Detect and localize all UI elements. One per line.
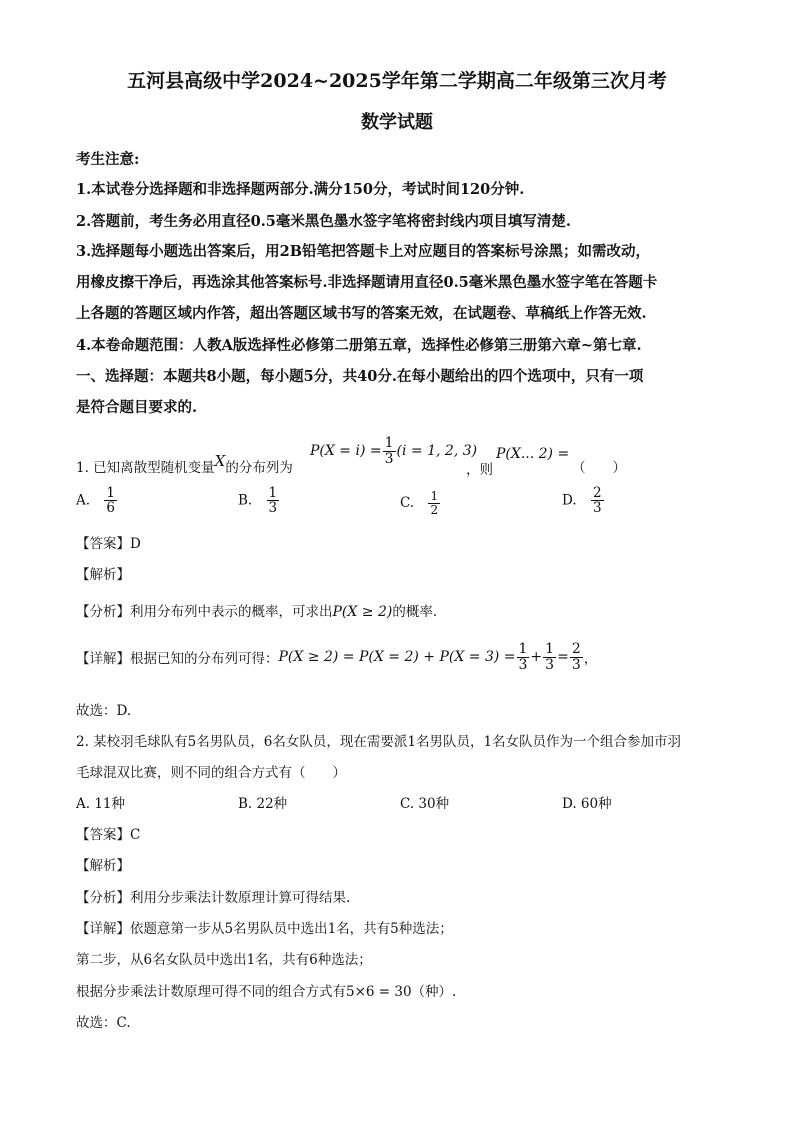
- q2-stem-line1: 2. 某校羽毛球队有5名男队员，6名女队员，现在需要派1名男队员，1名女队员作为一个组合参加市羽: [76, 734, 682, 750]
- q1-option-d: D. $\frac{2}{3}$: [562, 485, 602, 517]
- q1-detail: 【详解】根据已知的分布列可得：P(X ≥ 2) = P(X = 2) + P(X = 3) = $\frac{1}{3}$ + $\frac{1}{3}$ = $\frac{2}{3}$ ，: [76, 641, 598, 673]
- q1-var: X: [214, 452, 226, 470]
- notice-item-3: 3.选择题每小题选出答案后，用2B铅笔把答题卡上对应题目的答案标号涂黑；如需改动，: [76, 243, 650, 260]
- q2-detail-3: 根据分步乘法计数原理可得不同的组合方式有5×6 = 30（种）.: [76, 984, 457, 1000]
- notice-heading: 考生注意:: [76, 151, 140, 168]
- notice-item-2: 2.答题前，考生务必用直径0.5毫米黑色墨水签字笔将密封线内项目填写清楚.: [76, 213, 571, 230]
- notice-item-3-cont: 用橡皮擦干净后，再选涂其他答案标号.非选择题请用直径0.5毫米黑色墨水签字笔在答题卡: [76, 274, 658, 291]
- q2-detail-2: 第二步，从6名女队员中选出1名，共有6种选法；: [76, 952, 372, 968]
- q1-paren: （ ）: [572, 460, 626, 476]
- q2-option-c: C. 30种: [400, 796, 450, 812]
- q1-option-a: A. $\frac{1}{6}$: [76, 485, 115, 517]
- q1-option-c: C. $\frac{1}{2}$: [400, 489, 439, 517]
- q1-formula: P(X = i) = $\frac{1}{3}$ (i = 1, 2, 3): [310, 435, 478, 467]
- q2-option-d: D. 60种: [562, 796, 612, 812]
- q2-analysis-tag: 【解析】: [76, 858, 130, 874]
- notice-item-3-cont2: 上各题的答题区域内作答，超出答题区域书写的答案无效，在试题卷、草稿纸上作答无效.: [76, 305, 647, 322]
- q2-answer: 【答案】C: [76, 827, 141, 843]
- q1-fenxi: 【分析】利用分布列中表示的概率，可求出P(X ≥ 2)的概率.: [76, 604, 438, 620]
- q1-choose: 故选：D.: [76, 703, 132, 719]
- q1-option-b: B. $\frac{1}{3}$: [238, 485, 278, 517]
- section-heading: 一、选择题：本题共8小题，每小题5分，共40分.在每小题给出的四个选项中，只有一项: [76, 368, 644, 385]
- q1-then: ，则: [466, 462, 493, 478]
- q1-analysis-tag: 【解析】: [76, 567, 130, 583]
- q2-option-b: B. 22种: [238, 796, 288, 812]
- q2-detail-1: 【详解】依题意第一步从5名男队员中选出1名，共有5种选法；: [76, 921, 453, 937]
- q2-option-a: A. 11种: [76, 796, 126, 812]
- q1-answer: 【答案】D: [76, 536, 141, 552]
- q1-mid: 的分布列为: [225, 460, 293, 476]
- q1-ask: P(X... 2) =: [496, 446, 570, 462]
- notice-item-1: 1.本试卷分选择题和非选择题两部分.满分150分，考试时间120分钟.: [76, 181, 525, 198]
- section-heading-cont: 是符合题目要求的.: [76, 399, 198, 416]
- q2-fenxi: 【分析】利用分步乘法计数原理计算可得结果.: [76, 890, 351, 906]
- notice-item-4: 4.本卷命题范围：人教A版选择性必修第二册第五章，选择性必修第三册第六章~第七章.: [76, 337, 642, 354]
- q2-stem-line2: 毛球混双比赛，则不同的组合方式有（ ）: [76, 765, 346, 781]
- q2-choose: 故选：C.: [76, 1015, 131, 1031]
- exam-title: 五河县高级中学2024~2025学年第二学期高二年级第三次月考: [127, 70, 667, 92]
- q1-stem: [76, 452, 293, 476]
- exam-subtitle: 数学试题: [361, 112, 433, 133]
- q1-prefix: 1. 已知离散型随机变量: [76, 460, 215, 476]
